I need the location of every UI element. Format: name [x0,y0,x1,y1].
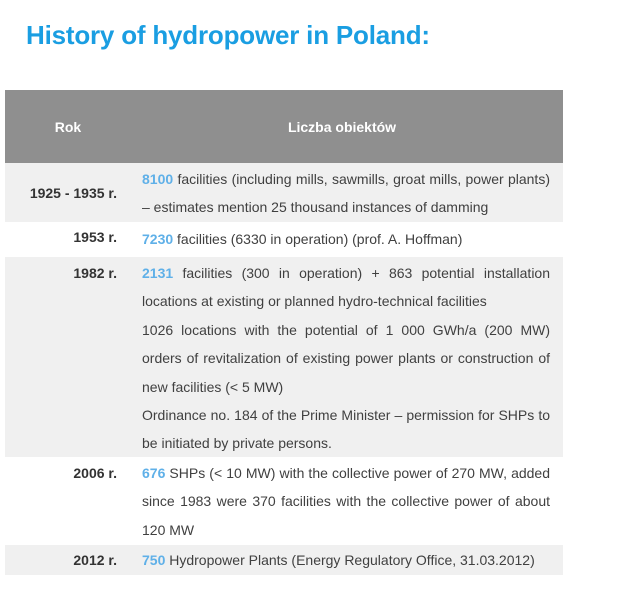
row-description [142,259,550,457]
table-row [5,163,563,222]
table-header [5,90,563,163]
row-description [142,165,550,222]
facility-count: 676 [142,465,166,481]
table-row [5,257,563,457]
row-year: 1982 r. [73,265,117,281]
row-extra-text: Ordinance no. 184 of the Prime Minister – permission for SHPs to be initiated by private persons. [142,407,550,452]
column-header-facilities: Liczba obiektów [287,118,397,135]
row-text: SHPs (< 10 MW) with the collective power of 270 MW, added since 1983 were 370 facilities with the collective power of about 120 MW [142,465,550,538]
row-text: Hydropower Plants (Energy Regulatory Office, 31.03.2012) [165,552,535,568]
row-text: facilities (300 in operation) + 863 potential installation locations at existing or planned hydro-technical facilities [142,265,550,310]
column-header-year: Rok [54,118,82,135]
table-row [5,222,563,257]
row-year: 2006 r. [73,465,117,481]
facility-count: 750 [142,552,166,568]
facility-count: 2131 [142,265,174,281]
history-table [5,90,563,602]
row-text: facilities (including mills, sawmills, groat mills, power plants) – estimates mention 25 thousand instances of damming [142,171,550,216]
facility-count: 8100 [142,171,174,187]
row-text: facilities (6330 in operation) (prof. A. Hoffman) [173,231,463,247]
row-year: 1953 r. [73,229,117,245]
row-year: 1925 - 1935 r. [29,185,117,201]
row-year: 2012 r. [73,552,117,568]
table-row [5,545,563,575]
facility-count: 7230 [142,231,174,247]
page-title: History of hydropower in Poland: [26,20,430,50]
row-extra-text: 1026 locations with the potential of 1 000 GWh/a (200 MW) orders of revitalization of existing power plants or construction of new facilities (< 5 MW) [142,321,550,395]
table-row [5,457,563,545]
row-description [142,225,550,257]
row-description [142,459,550,545]
row-description [142,546,550,575]
